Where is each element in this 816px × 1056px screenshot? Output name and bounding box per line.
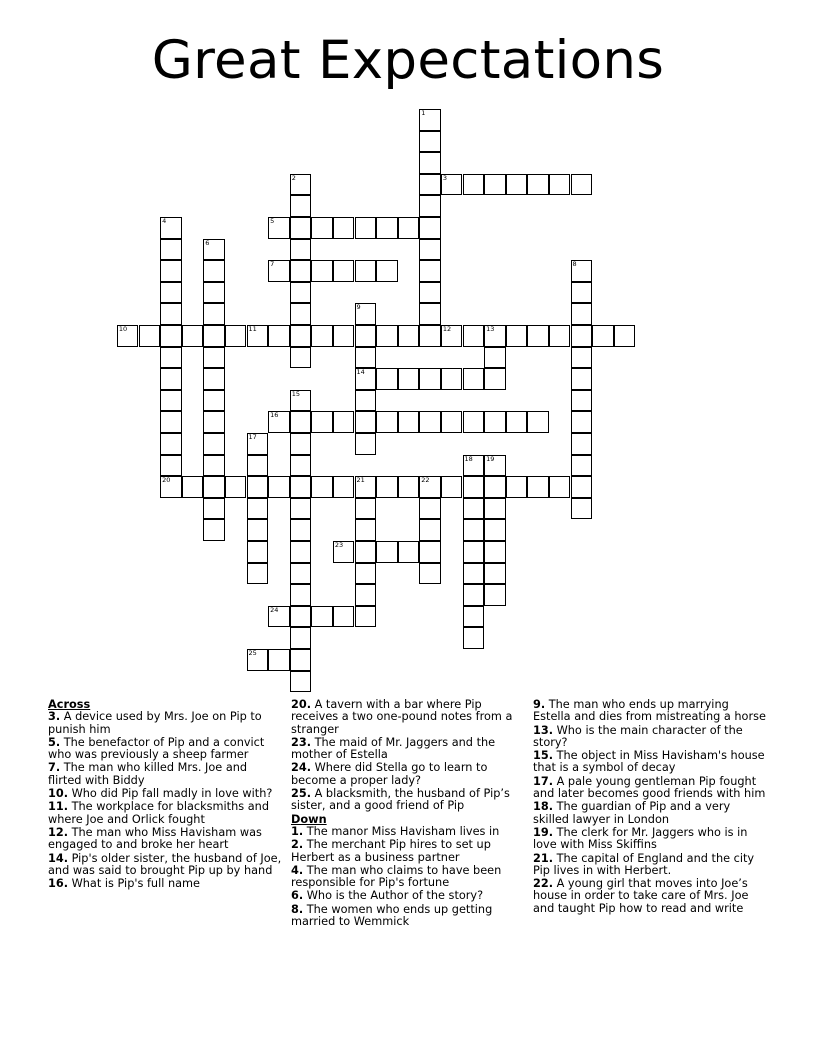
grid-cell[interactable] bbox=[290, 239, 312, 261]
grid-cell[interactable] bbox=[355, 498, 377, 520]
clue-text: What is Pip's full name bbox=[68, 877, 200, 891]
clue-number: 16. bbox=[48, 877, 69, 891]
grid-cell[interactable] bbox=[592, 325, 614, 347]
grid-cell[interactable] bbox=[419, 303, 441, 325]
grid-cell[interactable] bbox=[333, 217, 355, 239]
clue-item bbox=[533, 853, 769, 878]
grid-cell[interactable] bbox=[160, 411, 182, 433]
clue-number: 11. bbox=[48, 800, 69, 814]
clue-number: 8. bbox=[291, 902, 304, 916]
grid-cell[interactable] bbox=[549, 325, 571, 347]
grid-cell[interactable] bbox=[160, 303, 182, 325]
grid-cell[interactable] bbox=[203, 455, 225, 477]
grid-cell[interactable] bbox=[355, 476, 377, 498]
clue-text: A pale young gentleman Pip fought and later becomes good friends with him bbox=[533, 774, 766, 801]
grid-cell[interactable] bbox=[290, 671, 312, 693]
clue-number-label: 25 bbox=[248, 649, 257, 657]
grid-cell[interactable] bbox=[203, 282, 225, 304]
grid-cell[interactable] bbox=[441, 174, 463, 196]
clue-number-label: 24 bbox=[270, 605, 279, 614]
grid-cell[interactable] bbox=[463, 498, 485, 520]
grid-cell[interactable] bbox=[160, 347, 182, 369]
puzzle-title: Great Expectations bbox=[151, 30, 665, 91]
grid-cell[interactable] bbox=[355, 368, 377, 390]
grid-cell[interactable] bbox=[268, 606, 290, 628]
grid-cell[interactable] bbox=[398, 217, 420, 239]
grid-cell[interactable] bbox=[268, 649, 290, 671]
grid-cell[interactable] bbox=[419, 195, 441, 217]
grid-cell[interactable] bbox=[463, 627, 485, 649]
grid-cell[interactable] bbox=[333, 260, 355, 282]
clue-number: 14. bbox=[48, 851, 69, 865]
grid-cell[interactable] bbox=[463, 541, 485, 563]
grid-cell[interactable] bbox=[160, 433, 182, 455]
clue-number-label: 7 bbox=[270, 260, 275, 269]
grid-cell[interactable] bbox=[571, 282, 593, 304]
clue-text: The benefactor of Pip and a convict who was previously a sheep farmer bbox=[48, 735, 265, 762]
clue-item bbox=[291, 762, 527, 787]
grid-cell[interactable] bbox=[290, 498, 312, 520]
grid-cell[interactable] bbox=[376, 541, 398, 563]
clue-number-label: 9 bbox=[356, 303, 361, 312]
grid-cell[interactable] bbox=[571, 303, 593, 325]
clue-text: A blacksmith, the husband of Pip’s sister, and a good friend of Pip bbox=[291, 787, 510, 813]
grid-cell[interactable] bbox=[290, 476, 312, 498]
grid-cell[interactable] bbox=[398, 411, 420, 433]
clue-column-1 bbox=[48, 699, 284, 891]
grid-cell[interactable] bbox=[247, 433, 269, 455]
grid-cell[interactable] bbox=[484, 325, 506, 347]
grid-cell[interactable] bbox=[160, 260, 182, 282]
grid-cell[interactable] bbox=[419, 239, 441, 261]
clue-item bbox=[48, 788, 284, 800]
clue-number-label: 4 bbox=[162, 217, 167, 225]
grid-cell[interactable] bbox=[484, 368, 506, 390]
clue-text: Who did Pip fall madly in love with? bbox=[68, 787, 273, 801]
clue-number: 23. bbox=[291, 735, 312, 749]
grid-cell[interactable] bbox=[419, 519, 441, 541]
grid-cell[interactable] bbox=[182, 476, 204, 498]
grid-cell[interactable] bbox=[463, 174, 485, 196]
grid-cell[interactable] bbox=[484, 498, 506, 520]
grid-cell[interactable] bbox=[355, 347, 377, 369]
grid-cell[interactable] bbox=[160, 390, 182, 412]
grid-cell[interactable] bbox=[160, 282, 182, 304]
clue-number-label: 14 bbox=[356, 368, 365, 377]
grid-cell[interactable] bbox=[290, 217, 312, 239]
grid-cell[interactable] bbox=[333, 541, 355, 563]
grid-cell[interactable] bbox=[419, 282, 441, 304]
clue-item bbox=[533, 801, 769, 826]
clue-number-label: 6 bbox=[205, 238, 210, 247]
grid-cell[interactable] bbox=[355, 411, 377, 433]
clue-number-label: 20 bbox=[162, 476, 171, 485]
grid-cell[interactable] bbox=[203, 347, 225, 369]
grid-cell[interactable] bbox=[571, 347, 593, 369]
grid-cell[interactable] bbox=[376, 411, 398, 433]
clue-item bbox=[48, 762, 284, 787]
clue-text: Who is the Author of the story? bbox=[303, 889, 484, 903]
clue-number: 13. bbox=[533, 723, 554, 737]
clue-number-label: 2 bbox=[291, 173, 296, 182]
grid-cell[interactable] bbox=[290, 347, 312, 369]
clue-item bbox=[533, 699, 769, 724]
grid-cell[interactable] bbox=[311, 325, 333, 347]
grid-cell[interactable] bbox=[290, 584, 312, 606]
clue-number-label: 21 bbox=[356, 476, 365, 485]
grid-cell[interactable] bbox=[333, 325, 355, 347]
grid-cell[interactable] bbox=[333, 411, 355, 433]
clue-text: The maid of Mr. Jaggers and the mother of Estella bbox=[291, 735, 496, 762]
clue-number: 1. bbox=[291, 824, 304, 838]
grid-cell[interactable] bbox=[419, 411, 441, 433]
grid-cell[interactable] bbox=[463, 476, 485, 498]
clue-item bbox=[48, 737, 284, 762]
clue-item bbox=[48, 878, 284, 890]
clue-text: A device used by Mrs. Joe on Pip to punish him bbox=[48, 710, 262, 736]
grid-cell[interactable] bbox=[203, 260, 225, 282]
grid-cell[interactable] bbox=[549, 476, 571, 498]
grid-cell[interactable] bbox=[571, 390, 593, 412]
grid-cell[interactable] bbox=[419, 260, 441, 282]
grid-cell[interactable] bbox=[290, 260, 312, 282]
grid-cell[interactable] bbox=[268, 411, 290, 433]
grid-cell[interactable] bbox=[484, 411, 506, 433]
grid-cell[interactable] bbox=[441, 325, 463, 347]
clue-number: 25. bbox=[291, 787, 312, 801]
clue-number: 12. bbox=[48, 825, 69, 839]
grid-cell[interactable] bbox=[419, 368, 441, 390]
grid-cell[interactable] bbox=[484, 347, 506, 369]
grid-cell[interactable] bbox=[355, 217, 377, 239]
grid-cell[interactable] bbox=[441, 411, 463, 433]
clue-text: The man who Miss Havisham was engaged to and broke her heart bbox=[48, 825, 262, 852]
grid-cell[interactable] bbox=[268, 476, 290, 498]
grid-cell[interactable] bbox=[571, 455, 593, 477]
clue-column-3 bbox=[533, 699, 769, 916]
grid-cell[interactable] bbox=[419, 541, 441, 563]
grid-cell[interactable] bbox=[247, 325, 269, 347]
grid-cell[interactable] bbox=[203, 519, 225, 541]
clue-number-label: 17 bbox=[248, 433, 257, 441]
grid-cell[interactable] bbox=[247, 455, 269, 477]
grid-cell[interactable] bbox=[355, 303, 377, 325]
clue-item bbox=[48, 801, 284, 826]
grid-cell[interactable] bbox=[247, 519, 269, 541]
grid-cell[interactable] bbox=[571, 174, 593, 196]
grid-cell[interactable] bbox=[203, 390, 225, 412]
clue-number: 10. bbox=[48, 787, 69, 801]
clue-number: 22. bbox=[533, 877, 554, 891]
clue-number: 18. bbox=[533, 800, 554, 814]
grid-cell[interactable] bbox=[376, 476, 398, 498]
grid-cell[interactable] bbox=[484, 541, 506, 563]
grid-cell[interactable] bbox=[463, 455, 485, 477]
clue-number: 5. bbox=[48, 735, 61, 749]
clue-item bbox=[533, 878, 769, 915]
grid-cell[interactable] bbox=[290, 563, 312, 585]
grid-cell[interactable] bbox=[290, 411, 312, 433]
clue-number-label: 12 bbox=[442, 325, 452, 333]
clue-item bbox=[291, 737, 527, 762]
grid-cell[interactable] bbox=[247, 541, 269, 563]
grid-cell[interactable] bbox=[268, 217, 290, 239]
clue-text: The man who ends up marrying Estella and dies from mistreating a horse bbox=[533, 698, 766, 724]
clue-text: Pip's older sister, the husband of Joe, and was said to brought Pip up by hand bbox=[48, 851, 282, 877]
clue-item bbox=[291, 904, 527, 929]
grid-cell[interactable] bbox=[355, 541, 377, 563]
grid-cell[interactable] bbox=[506, 476, 528, 498]
grid-cell[interactable] bbox=[203, 368, 225, 390]
clue-item bbox=[533, 827, 769, 852]
grid-cell[interactable] bbox=[419, 325, 441, 347]
grid-cell[interactable] bbox=[225, 476, 247, 498]
clue-item bbox=[291, 890, 527, 902]
clue-number-label: 19 bbox=[486, 454, 495, 463]
clue-item bbox=[291, 865, 527, 890]
clue-text: Who is the main character of the story? bbox=[533, 723, 743, 749]
clue-item bbox=[291, 839, 527, 864]
grid-cell[interactable] bbox=[571, 411, 593, 433]
grid-cell[interactable] bbox=[311, 217, 333, 239]
grid-cell[interactable] bbox=[203, 498, 225, 520]
grid-cell[interactable] bbox=[484, 476, 506, 498]
clue-number-label: 13 bbox=[486, 325, 495, 333]
clue-number-label: 5 bbox=[270, 217, 275, 225]
clue-column-2 bbox=[291, 699, 527, 929]
grid-cell[interactable] bbox=[333, 606, 355, 628]
grid-cell[interactable] bbox=[203, 325, 225, 347]
grid-cell[interactable] bbox=[463, 519, 485, 541]
clue-text: The clerk for Mr. Jaggers who is in love with Miss Skiffins bbox=[533, 825, 748, 852]
clue-text: The guardian of Pip and a very skilled lawyer in London bbox=[533, 800, 731, 826]
clue-number: 17. bbox=[533, 774, 554, 788]
grid-cell[interactable] bbox=[333, 476, 355, 498]
grid-cell[interactable] bbox=[376, 260, 398, 282]
clue-number: 24. bbox=[291, 761, 312, 775]
grid-cell[interactable] bbox=[463, 563, 485, 585]
grid-cell[interactable] bbox=[419, 498, 441, 520]
grid-cell[interactable] bbox=[398, 325, 420, 347]
clue-number: 20. bbox=[291, 698, 312, 711]
grid-cell[interactable] bbox=[290, 390, 312, 412]
clue-item bbox=[291, 699, 527, 736]
grid-cell[interactable] bbox=[419, 174, 441, 196]
grid-cell[interactable] bbox=[203, 303, 225, 325]
grid-cell[interactable] bbox=[355, 584, 377, 606]
grid-cell[interactable] bbox=[484, 455, 506, 477]
grid-cell[interactable] bbox=[203, 411, 225, 433]
clue-text: A tavern with a bar where Pip receives a two one-pound notes from a stranger bbox=[291, 698, 513, 736]
grid-cell[interactable] bbox=[527, 174, 549, 196]
grid-cell[interactable] bbox=[506, 325, 528, 347]
grid-cell[interactable] bbox=[463, 606, 485, 628]
clue-item bbox=[533, 725, 769, 750]
grid-cell[interactable] bbox=[290, 627, 312, 649]
grid-cell[interactable] bbox=[398, 368, 420, 390]
clue-number-label: 1 bbox=[421, 109, 426, 117]
grid-cell[interactable] bbox=[506, 411, 528, 433]
grid-cell[interactable] bbox=[160, 217, 182, 239]
grid-cell[interactable] bbox=[463, 368, 485, 390]
grid-cell[interactable] bbox=[484, 174, 506, 196]
grid-cell[interactable] bbox=[247, 649, 269, 671]
grid-cell[interactable] bbox=[203, 239, 225, 261]
grid-cell[interactable] bbox=[247, 563, 269, 585]
grid-cell[interactable] bbox=[571, 476, 593, 498]
grid-cell[interactable] bbox=[290, 519, 312, 541]
clue-number-label: 11 bbox=[248, 325, 257, 333]
clue-item bbox=[291, 826, 527, 838]
grid-cell[interactable] bbox=[355, 260, 377, 282]
clue-item bbox=[533, 776, 769, 801]
clue-text: A young girl that moves into Joe’s house in order to take care of Mrs. Joe and taught Pip how to read and write bbox=[533, 877, 749, 915]
grid-cell[interactable] bbox=[419, 217, 441, 239]
grid-cell[interactable] bbox=[463, 325, 485, 347]
grid-cell[interactable] bbox=[311, 411, 333, 433]
grid-cell[interactable] bbox=[506, 174, 528, 196]
grid-cell[interactable] bbox=[376, 217, 398, 239]
clue-item bbox=[291, 788, 527, 813]
grid-cell[interactable] bbox=[571, 368, 593, 390]
grid-cell[interactable] bbox=[484, 519, 506, 541]
grid-cell[interactable] bbox=[117, 325, 139, 347]
grid-cell[interactable] bbox=[355, 519, 377, 541]
grid-cell[interactable] bbox=[225, 325, 247, 347]
grid-cell[interactable] bbox=[571, 498, 593, 520]
clue-number: 2. bbox=[291, 838, 304, 852]
grid-cell[interactable] bbox=[290, 455, 312, 477]
clue-number-label: 22 bbox=[421, 476, 430, 485]
clue-number: 9. bbox=[533, 698, 546, 711]
clue-section-header: Down bbox=[291, 812, 327, 826]
grid-cell[interactable] bbox=[398, 541, 420, 563]
clue-number: 15. bbox=[533, 749, 554, 763]
clue-number-label: 15 bbox=[291, 389, 300, 398]
clue-item bbox=[48, 853, 284, 878]
clue-number: 7. bbox=[48, 761, 61, 775]
clue-number: 3. bbox=[48, 710, 61, 724]
grid-cell[interactable] bbox=[311, 260, 333, 282]
grid-cell[interactable] bbox=[355, 606, 377, 628]
clue-number: 6. bbox=[291, 889, 304, 903]
grid-cell[interactable] bbox=[247, 498, 269, 520]
grid-cell[interactable] bbox=[290, 649, 312, 671]
grid-cell[interactable] bbox=[290, 606, 312, 628]
grid-cell[interactable] bbox=[441, 368, 463, 390]
grid-cell[interactable] bbox=[290, 541, 312, 563]
grid-cell[interactable] bbox=[484, 584, 506, 606]
clue-text: The women who ends up getting married to Wemmick bbox=[291, 902, 493, 929]
grid-cell[interactable] bbox=[290, 433, 312, 455]
grid-cell[interactable] bbox=[419, 131, 441, 153]
grid-cell[interactable] bbox=[311, 476, 333, 498]
grid-cell[interactable] bbox=[355, 563, 377, 585]
clue-number-label: 16 bbox=[270, 411, 279, 420]
grid-cell[interactable] bbox=[290, 174, 312, 196]
grid-cell[interactable] bbox=[527, 325, 549, 347]
grid-cell[interactable] bbox=[290, 282, 312, 304]
grid-cell[interactable] bbox=[419, 476, 441, 498]
grid-cell[interactable] bbox=[203, 476, 225, 498]
grid-cell[interactable] bbox=[160, 368, 182, 390]
grid-cell[interactable] bbox=[355, 433, 377, 455]
clue-number-label: 18 bbox=[464, 454, 473, 463]
clue-item bbox=[48, 827, 284, 852]
clue-text: The workplace for blacksmiths and where Joe and Orlick fought bbox=[48, 800, 269, 826]
grid-cell[interactable] bbox=[463, 411, 485, 433]
grid-cell[interactable] bbox=[160, 476, 182, 498]
grid-cell[interactable] bbox=[376, 368, 398, 390]
grid-cell[interactable] bbox=[160, 325, 182, 347]
grid-cell[interactable] bbox=[182, 325, 204, 347]
grid-cell[interactable] bbox=[419, 563, 441, 585]
grid-cell[interactable] bbox=[376, 325, 398, 347]
grid-cell[interactable] bbox=[290, 303, 312, 325]
grid-cell[interactable] bbox=[549, 174, 571, 196]
clue-number-label: 3 bbox=[442, 173, 448, 182]
grid-cell[interactable] bbox=[614, 325, 636, 347]
clue-number: 4. bbox=[291, 863, 304, 877]
clue-item bbox=[533, 750, 769, 775]
grid-cell[interactable] bbox=[441, 476, 463, 498]
grid-cell[interactable] bbox=[571, 325, 593, 347]
clue-text: The capital of England and the city Pip lives in with Herbert. bbox=[533, 851, 755, 877]
clue-text: The manor Miss Havisham lives in bbox=[303, 824, 500, 838]
grid-cell[interactable] bbox=[527, 476, 549, 498]
clue-number-label: 8 bbox=[572, 260, 577, 269]
grid-cell[interactable] bbox=[571, 260, 593, 282]
grid-cell[interactable] bbox=[355, 325, 377, 347]
grid-cell[interactable] bbox=[268, 325, 290, 347]
grid-cell[interactable] bbox=[290, 195, 312, 217]
grid-cell[interactable] bbox=[355, 390, 377, 412]
grid-cell[interactable] bbox=[398, 476, 420, 498]
clue-number-label: 10 bbox=[118, 325, 128, 333]
grid-cell[interactable] bbox=[247, 476, 269, 498]
grid-cell[interactable] bbox=[139, 325, 161, 347]
grid-cell[interactable] bbox=[268, 260, 290, 282]
grid-cell[interactable] bbox=[203, 433, 225, 455]
clue-text: Where did Stella go to learn to become a proper lady? bbox=[291, 761, 488, 787]
grid-cell[interactable] bbox=[419, 152, 441, 174]
grid-cell[interactable] bbox=[419, 109, 441, 131]
grid-cell[interactable] bbox=[463, 584, 485, 606]
clue-number-label: 23 bbox=[334, 541, 344, 549]
clue-text: The object in Miss Havisham's house that is a symbol of decay bbox=[533, 749, 765, 775]
grid-cell[interactable] bbox=[571, 433, 593, 455]
grid-cell[interactable] bbox=[311, 606, 333, 628]
grid-cell[interactable] bbox=[160, 239, 182, 261]
clue-number: 19. bbox=[533, 825, 554, 839]
grid-cell[interactable] bbox=[527, 411, 549, 433]
clue-number: 21. bbox=[533, 851, 554, 865]
grid-cell[interactable] bbox=[290, 325, 312, 347]
clue-section-header: Across bbox=[48, 698, 91, 711]
clue-text: The man who claims to have been responsible for Pip's fortune bbox=[291, 863, 502, 890]
grid-cell[interactable] bbox=[160, 455, 182, 477]
clue-item bbox=[48, 711, 284, 736]
clue-text: The merchant Pip hires to set up Herbert as a business partner bbox=[291, 838, 491, 864]
clue-text: The man who killed Mrs. Joe and flirted with Biddy bbox=[48, 761, 248, 787]
grid-cell[interactable] bbox=[484, 563, 506, 585]
